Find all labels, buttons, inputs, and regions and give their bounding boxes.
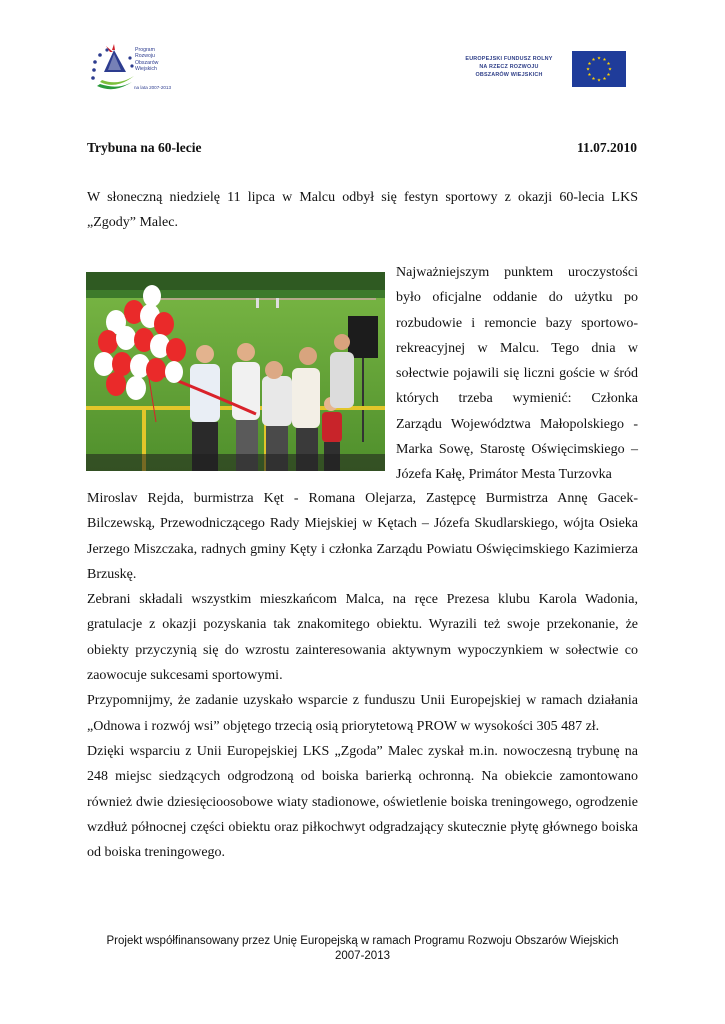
- prow-years: na lata 2007-2013: [134, 85, 172, 90]
- prow-line: Wiejskich: [135, 66, 157, 73]
- body-paragraph: Dzięki wsparciu z Unii Europejskiej LKS „Zgoda” Malec zyskał m.in. nowoczesną trybunę na 248 miejsc siedzących odgrodzoną od boiska barierką ochronną. Na obiekcie zamontowano również dwie dziesięcioosobowe wiaty stadionowe, oświetlenie boiska treningowego, ogrodzenie wzdłuż północnej części obiektu oraz piłkochwyt odgradzający skutecznie płytę głównego boiska od boiska treningowego.: [87, 743, 638, 861]
- article-title: Trybuna na 60-lecie: [87, 140, 202, 155]
- eu-fund-line: OBSZARÓW WIEJSKICH: [475, 71, 543, 78]
- article-body: [87, 486, 638, 865]
- side-paragraph: Najważniejszym punktem uroczystości było oficjalne oddanie do użytku po rozbudowie i remoncie bazy sportowo-rekreacyjnej w Malcu. Tego dnia w sołectwie pojawili się liczni goście w śród których trzeba wymienić: Członka Zarządu Województwa Małopolskiego - Marka Sowę, Starostę Oświęcimskiego – Józefa Kałę, Primátor Mesta Turzovka: [396, 265, 638, 483]
- prow-logo-text: [135, 47, 158, 73]
- intro-paragraph: W słoneczną niedzielę 11 lipca w Malcu odbył się festyn sportowy z okazji 60-lecia LKS „Zgody” Malec.: [87, 190, 638, 231]
- article-date: 11.07.2010: [576, 140, 637, 155]
- eu-fund-text: [450, 56, 568, 79]
- prow-line: Obszarów: [135, 59, 159, 66]
- body-paragraph: Zebrani składali wszystkim mieszkańcom Malca, na ręce Prezesa klubu Karola Wadonia, gratulacje z okazji pozyskania tak znakomitego obiektu. Wyrazili też swoje przekonanie, że obiekty przyczynią się do wzrostu zainteresowania aktywnym wypoczynkiem w sołectwie co zaowocuje sukcesami sportowymi.: [87, 592, 638, 684]
- footer: [87, 934, 638, 963]
- ribbon-cutting-photo-icon: [86, 272, 385, 471]
- eu-flag-icon: [572, 51, 626, 87]
- prow-line: Rozwoju: [135, 53, 155, 60]
- eu-fund-line: NA RZECZ ROZWOJU: [479, 63, 539, 70]
- prow-line: Program: [135, 47, 155, 53]
- footer-line: 2007-2013: [335, 949, 390, 962]
- eu-fund-line: EUROPEJSKI FUNDUSZ ROLNY: [465, 56, 553, 62]
- footer-line: Projekt współfinansowany przez Unię Europejską w ramach Programu Rozwoju Obszarów Wiejskich: [106, 935, 619, 947]
- body-paragraph: Przypomnijmy, że zadanie uzyskało wsparcie z funduszu Unii Europejskiej w ramach działania „Odnowa i rozwój wsi” objętego trzecią osią priorytetową PROW w wysokości 305 487 zł.: [87, 693, 638, 734]
- body-paragraph: Miroslav Rejda, burmistrza Kęt - Romana Olejarza, Zastępcę Burmistrza Annę Gacek-Bilczewską, Przewodniczącego Rady Miejskiej w Kętach – Józefa Skudlarskiego, wójta Osieka Jerzego Miszczaka, radnych gminy Kęty i członka Zarządu Powiatu Oświęcimskiego Kazimierza Brzuskę.: [87, 491, 638, 582]
